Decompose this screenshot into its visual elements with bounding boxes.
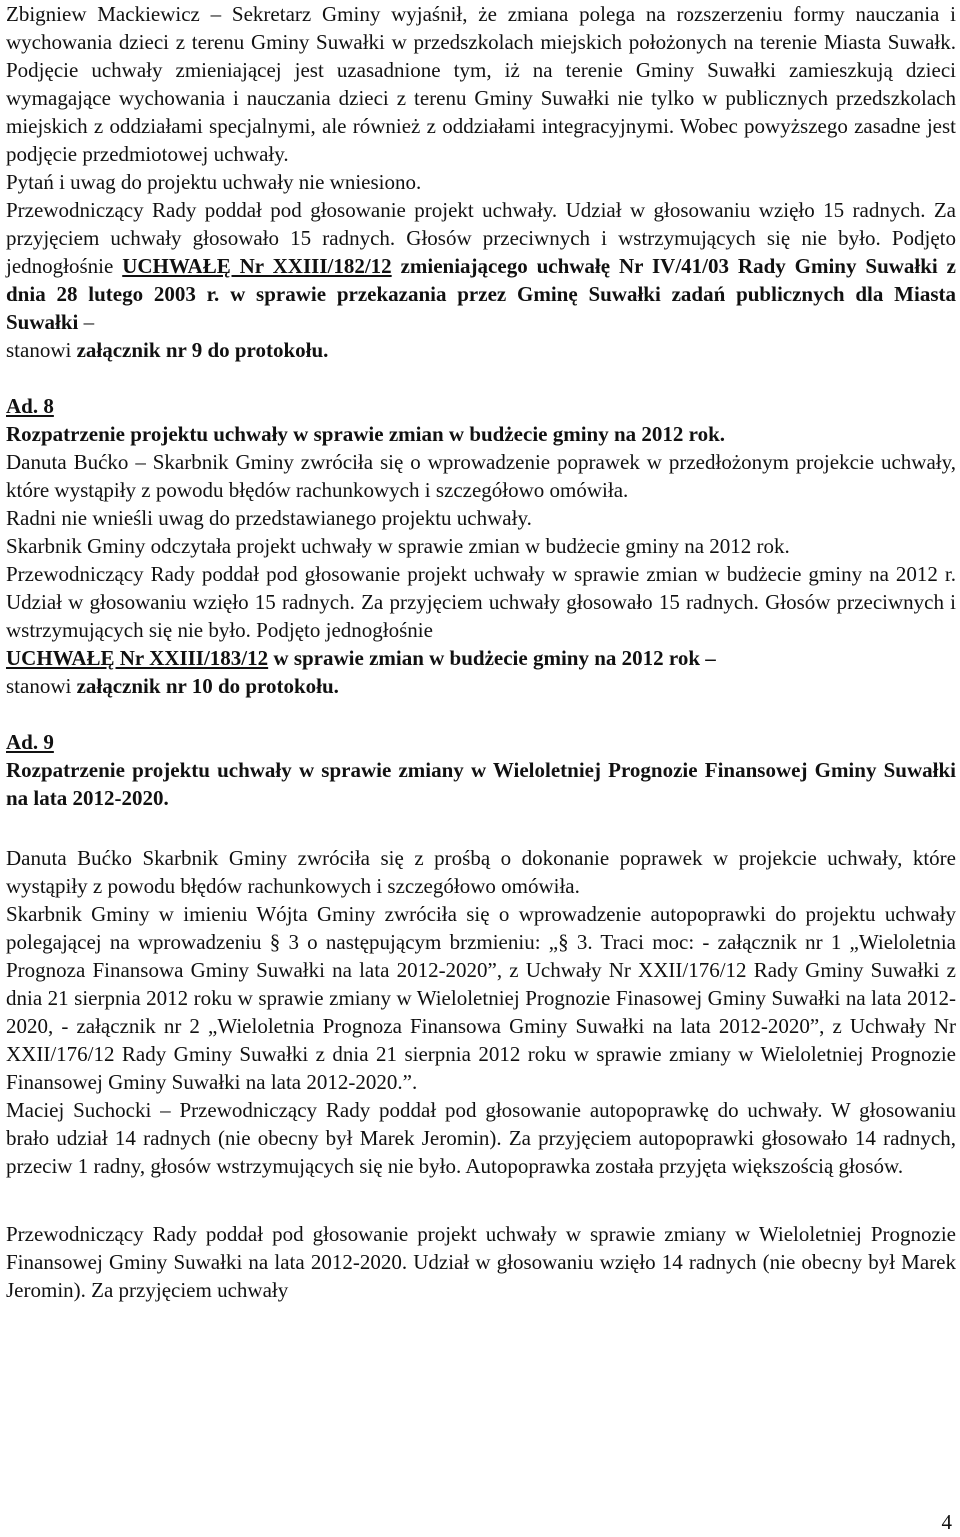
ad8-paragraph-3: Skarbnik Gminy odczytała projekt uchwały w sprawie zmian w budżecie gminy na 2012 rok. <box>6 534 790 558</box>
ad9-paragraph-2: Skarbnik Gminy w imieniu Wójta Gminy zwróciła się o wprowadzenie autopoprawki do projektu uchwały polegającej na wprowadzeniu § 3 o następującym brzmieniu: „§ 3. Traci moc: - załącznik nr 1 „Wieloletnia Prognoza Finansowa Gminy Suwałki na lata 2012-2020”, z Uchwały Nr XXII/176/12 Rady Gminy Suwałki z dnia 21 sierpnia 2012 roku w sprawie zmiany w Wieloletniej Prognozie Finasowej Gminy Suwałki na lata 2012-2020, - załącznik nr 2 „Wieloletnia Prognoza Finansowa Gminy Suwałki na lata 2012-2020”, z Uchwały Nr XXII/176/12 Rady Gminy Suwałki z dnia 21 sierpnia 2012 roku w sprawie zmiany w Wieloletniej Prognozie Finansowej Gminy Suwałki na lata 2012-2020.”. <box>6 902 956 1094</box>
ad8-title: Rozpatrzenie projektu uchwały w sprawie zmian w budżecie gminy na 2012 rok. <box>6 422 726 446</box>
ad8-paragraph-2: Radni nie wnieśli uwag do przedstawianego projektu uchwały. <box>6 506 532 530</box>
resolution-amending: zmieniającego uchwałę Nr IV/41/03 Rady Gminy Suwałki z dnia 28 lutego 2003 r. w sprawie przekazania przez Gminę Suwałki zadań publicznych dla Miasta Suwałki <box>6 254 956 334</box>
ad8-label: Ad. 8 <box>6 394 54 418</box>
vote-text: Przewodniczący Rady poddał pod głosowanie projekt uchwały. Udział w głosowaniu wzięło 15 radnych. Za przyjęciem uchwały głosowało 15 radnych. Głosów przeciwnych i wstrzymujących się nie było. Podjęto jednogłośnie <box>6 198 956 278</box>
ad9-paragraph-3: Maciej Suchocki – Przewodniczący Rady poddał pod głosowanie autopoprawkę do uchwały. W głosowaniu brało udział 14 radnych (nie obecny był Marek Jeromin). Za przyjęciem autopoprawki głosowało 14 radnych, przeciw 1 radny, głosów wstrzymujących się nie było. Autopoprawka została przyjęta większością głosów. <box>6 1098 956 1178</box>
dash: – <box>78 310 95 334</box>
page-number: 4 <box>941 1510 952 1534</box>
ad9-label: Ad. 9 <box>6 730 54 754</box>
resolution-subject: w sprawie zmian w budżecie gminy na 2012 rok – <box>268 646 716 670</box>
attachment-ref: załącznik nr 10 do protokołu. <box>76 674 339 698</box>
ad9-paragraph-1: Danuta Bućko Skarbnik Gminy zwróciła się z prośbą o dokonanie poprawek w projekcie uchwały, które wystąpiły z powodu błędów rachunkowych i szczegółowo omówiła. <box>6 846 956 898</box>
vote-text: Przewodniczący Rady poddał pod głosowanie projekt uchwały w sprawie zmian w budżecie gminy na 2012 r. Udział w głosowaniu wzięło 15 radnych. Za przyjęciem uchwały głosowało 15 radnych. Głosów przeciwnych i wstrzymujących się nie było. Podjęto jednogłośnie <box>6 562 956 642</box>
ad9-paragraph-4: Przewodniczący Rady poddał pod głosowanie projekt uchwały w sprawie zmiany w Wieloletniej Prognozie Finansowej Gminy Suwałki na lata 2012-2020. Udział w głosowaniu wzięło 14 radnych (nie obecny był Marek Jeromin). Za przyjęciem uchwały <box>6 1222 956 1302</box>
paragraph-no-questions: Pytań i uwag do projektu uchwały nie wniesiono. <box>6 170 422 194</box>
attachment-ref: załącznik nr 9 do protokołu. <box>76 338 329 362</box>
paragraph-explanation: Zbigniew Mackiewicz – Sekretarz Gminy wyjaśnił, że zmiana polega na rozszerzeniu formy nauczania i wychowania dzieci z terenu Gminy Suwałki w przedszkolach miejskich położonych na terenie Miasta Suwałk. Podjęcie uchwały zmieniającej jest uzasadnione tym, iż na terenie Gminy Suwałki zamieszkują dzieci wymagające wychowania i nauczania dzieci z terenu Gminy Suwałki nie tylko w publicznych przedszkolach miejskich z oddziałami specjalnymi, ale również z oddziałami integracyjnymi. Wobec powyższego zasadne jest podjęcie przedmiotowej uchwały. <box>6 2 956 166</box>
ad8-paragraph-4 <box>6 560 956 700</box>
ad8-paragraph-1: Danuta Bućko – Skarbnik Gminy zwróciła się o wprowadzenie poprawek w przedłożonym projekcie uchwały, które wystąpiły z powodu błędów rachunkowych i szczegółowo omówiła. <box>6 450 956 502</box>
resolution-number: UCHWAŁĘ Nr XXIII/182/12 <box>122 254 392 278</box>
resolution-number: UCHWAŁĘ Nr XXIII/183/12 <box>6 646 269 670</box>
stanowi-text: stanowi <box>6 338 77 362</box>
ad9-title: Rozpatrzenie projektu uchwały w sprawie zmiany w Wieloletniej Prognozie Finansowej Gminy Suwałki na lata 2012-2020. <box>6 758 956 810</box>
document-page <box>6 0 956 1304</box>
paragraph-vote-182 <box>6 196 956 364</box>
stanowi-text: stanowi <box>6 674 77 698</box>
